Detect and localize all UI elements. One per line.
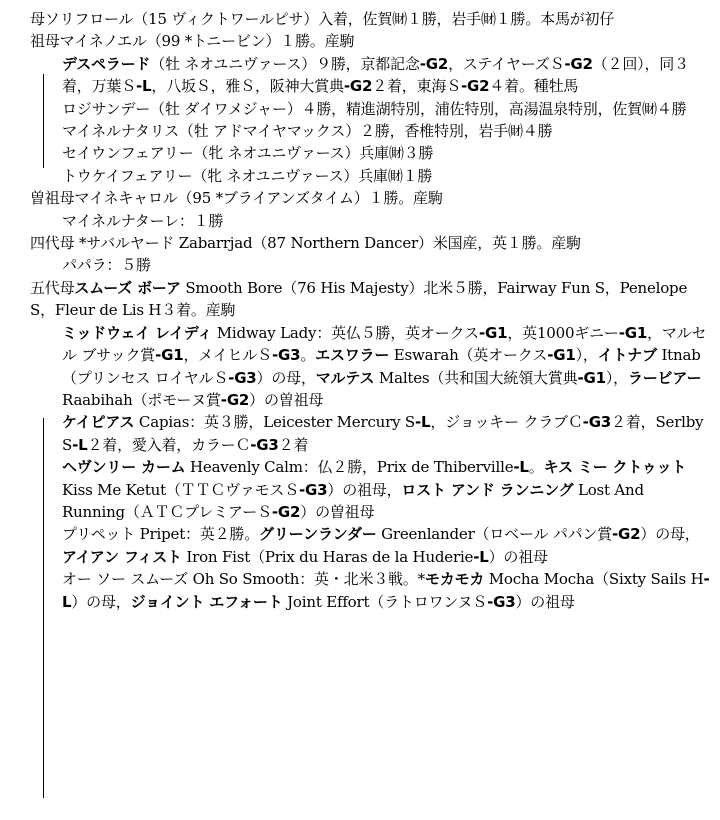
grade-label: -G1 [547,346,576,365]
horse-name-bold: ジョイント エフォート [130,592,283,611]
entry-text: マイネルナタリス（牡 アドマイヤマックス）２勝，香椎特別，岩手㈶４勝 [62,122,553,141]
horse-name-bold: キス ミー クトゥット [543,458,687,477]
entry-text: ，メイヒルＳ [183,346,272,365]
sibling-bracket-line-2 [43,418,44,798]
entry-text: トウケイフェアリー（牝 ネオユニヴァース）兵庫㈶１勝 [62,166,433,185]
entry-text: ）の祖母 [515,592,575,611]
offspring-entry [30,411,710,456]
entry-text: ）， [605,368,628,387]
grade-label: -L [72,435,88,454]
entry-text: Eswarah（英オークス [389,346,548,365]
ancestor-entry [30,8,710,30]
entry-text: 母ソリフロール（15 ヴィクトワールピサ）入着，佐賀㈶１勝，岩手㈶１勝。本馬が初仔 [30,10,615,28]
offspring-entry [30,165,710,187]
horse-name-bold: ケイピアス [62,413,135,432]
horse-name-bold: ロスト アンド ランニング [401,480,574,499]
grade-label: -G3 [487,592,516,611]
horse-name-bold: ミッドウェイ レイディ [62,323,213,342]
grade-label: -G2 [564,54,593,73]
grade-label: -G1 [618,323,648,342]
entry-text: ）の母， [640,525,700,544]
offspring-entry [30,456,710,523]
horse-name-bold: モカモカ [424,570,485,589]
grade-label: -G2 [271,502,301,521]
entry-text: ）の曽祖母 [249,390,324,409]
grade-label: -G3 [582,413,612,432]
entry-text: Maltes（共和国大統領大賞典 [374,368,578,387]
entry-text: Raabihah（ポモーヌ賞 [62,390,221,409]
grade-label: -G2 [612,525,641,544]
entry-text: ）の祖母 [488,547,548,566]
ancestor-entry [30,232,710,254]
grade-label: -L [62,570,710,611]
entry-text: Smooth Bore（76 His Majesty）北米５勝，Fairway Fun S，Penelope S，Fleur de Lis H３着。産駒 [30,278,688,320]
offspring-entry [30,120,710,142]
entry-text: ２着，東海Ｓ [372,77,461,96]
entry-text: ）， [575,346,598,365]
grade-label: -G2 [220,390,250,409]
entry-text: プリペット Pripet：英２勝。 [62,525,260,544]
entry-text: 祖母マイネノエル（99 *トニービン）１勝。産駒 [30,32,355,51]
grade-label: -G3 [299,480,328,499]
entry-text: セイウンフェアリー（牝 ネオユニヴァース）兵庫㈶３勝 [62,144,434,163]
offspring-entry [30,98,710,120]
entry-text: Heavenly Calm：仏２勝，Prix de Thiberville [185,458,514,477]
grade-label: -L [513,458,529,477]
horse-name-bold: イトナブ [597,346,657,365]
entry-text: ２着，愛入着，カラーＣ [87,435,251,454]
entry-text: 曽祖母マイネキャロル（95 *ブライアンズタイム）１勝。産駒 [30,189,443,208]
grade-label: -G2 [419,54,449,73]
entry-text: ）の曽祖母 [300,502,375,521]
entry-text: 五代母 [30,278,75,297]
grade-label: -G2 [343,77,373,96]
entry-text: Capias：英３勝，Leicester Mercury S [134,413,415,432]
entry-text: ，ステイヤーズＳ [448,54,565,73]
entry-text: 。 [528,458,544,477]
grade-label: -G1 [155,346,184,365]
horse-name-bold: ラービアー [627,368,702,387]
entry-text: 。 [300,346,316,365]
ancestor-entry [30,30,710,52]
entry-text: ）の祖母， [327,480,402,499]
grade-label: -G3 [228,368,257,387]
offspring-entry [30,568,710,613]
entry-text: （２回），同３着，万葉Ｓ [62,54,689,96]
ancestor-entry [30,277,710,322]
entry-text: ，英1000ギニー [507,323,619,342]
grade-label: -G2 [461,77,490,96]
grade-label: -G3 [271,346,301,365]
entry-text: パパラ：５勝 [62,256,151,275]
entry-text: ４着。種牡馬 [489,77,579,96]
grade-label: -L [415,413,431,432]
entry-text: オー ソー スムーズ Oh So Smooth：英・北米３戦。* [62,570,425,589]
entry-text: ，八坂Ｓ，雅Ｓ，阪神大賞典 [151,77,344,96]
entry-text: Greenlander（ロベール パパン賞 [376,525,613,544]
offspring-entry [30,254,710,276]
grade-label: -G1 [478,323,508,342]
horse-name-bold: ヘヴンリー カーム [62,458,186,477]
entry-text: ，マルセル ブサック賞 [62,323,707,365]
entry-text: （牡 ネオユニヴァース）９勝，京都記念 [150,54,420,73]
family-entries [30,8,710,613]
offspring-entry [30,142,710,164]
entry-text: Mocha Mocha（Sixty Sails H [484,570,704,589]
offspring-entry [30,322,710,412]
entry-text: Joint Effort（ラトロワンヌＳ [282,592,488,611]
horse-name-bold: デスペラード [62,54,151,73]
grade-label: -G1 [577,368,606,387]
entry-text: ，ジョッキー クラブＣ [430,413,583,432]
entry-text: Kiss Me Ketut（ＴＴＣヴァモスＳ [62,480,300,499]
entry-text: ２着，Serlby S [62,413,704,454]
horse-name-bold: マルテス [315,368,375,387]
grade-label: -L [136,77,152,96]
entry-text: ）の母， [256,368,316,387]
offspring-entry [30,523,710,568]
entry-text: Midway Lady：英仏５勝，英オークス [212,323,479,342]
horse-name-bold: エスワラー [315,346,390,365]
horse-name-bold: グリーンランダー [259,525,377,544]
entry-text: ２着 [278,435,309,454]
ancestor-entry [30,187,710,209]
entry-text: ）の母， [71,592,131,611]
entry-text: Lost And Running（ＡＴＣプレミアーＳ [62,480,644,521]
grade-label: -L [473,547,489,566]
offspring-entry [30,210,710,232]
entry-text: 四代母 *サバルヤード Zabarrjad（87 Northern Dancer）米国産，英１勝。産駒 [30,234,581,253]
grade-label: -G3 [250,435,279,454]
horse-name-bold: スムーズ ボーア [74,278,181,297]
entry-text: Itnab（プリンセス ロイヤルＳ [62,346,701,387]
offspring-entry [30,53,710,98]
entry-text: Iron Fist（Prix du Haras de la Huderie [181,547,474,566]
entry-text: マイネルナターレ：１勝 [62,211,224,230]
entry-text: ロジサンデー（牡 ダイワメジャー）４勝，精進湖特別，浦佐特別，高湯温泉特別，佐賀㈶４勝 [62,99,687,118]
horse-name-bold: アイアン フィスト [62,547,182,566]
sibling-bracket-line-1 [43,74,44,168]
